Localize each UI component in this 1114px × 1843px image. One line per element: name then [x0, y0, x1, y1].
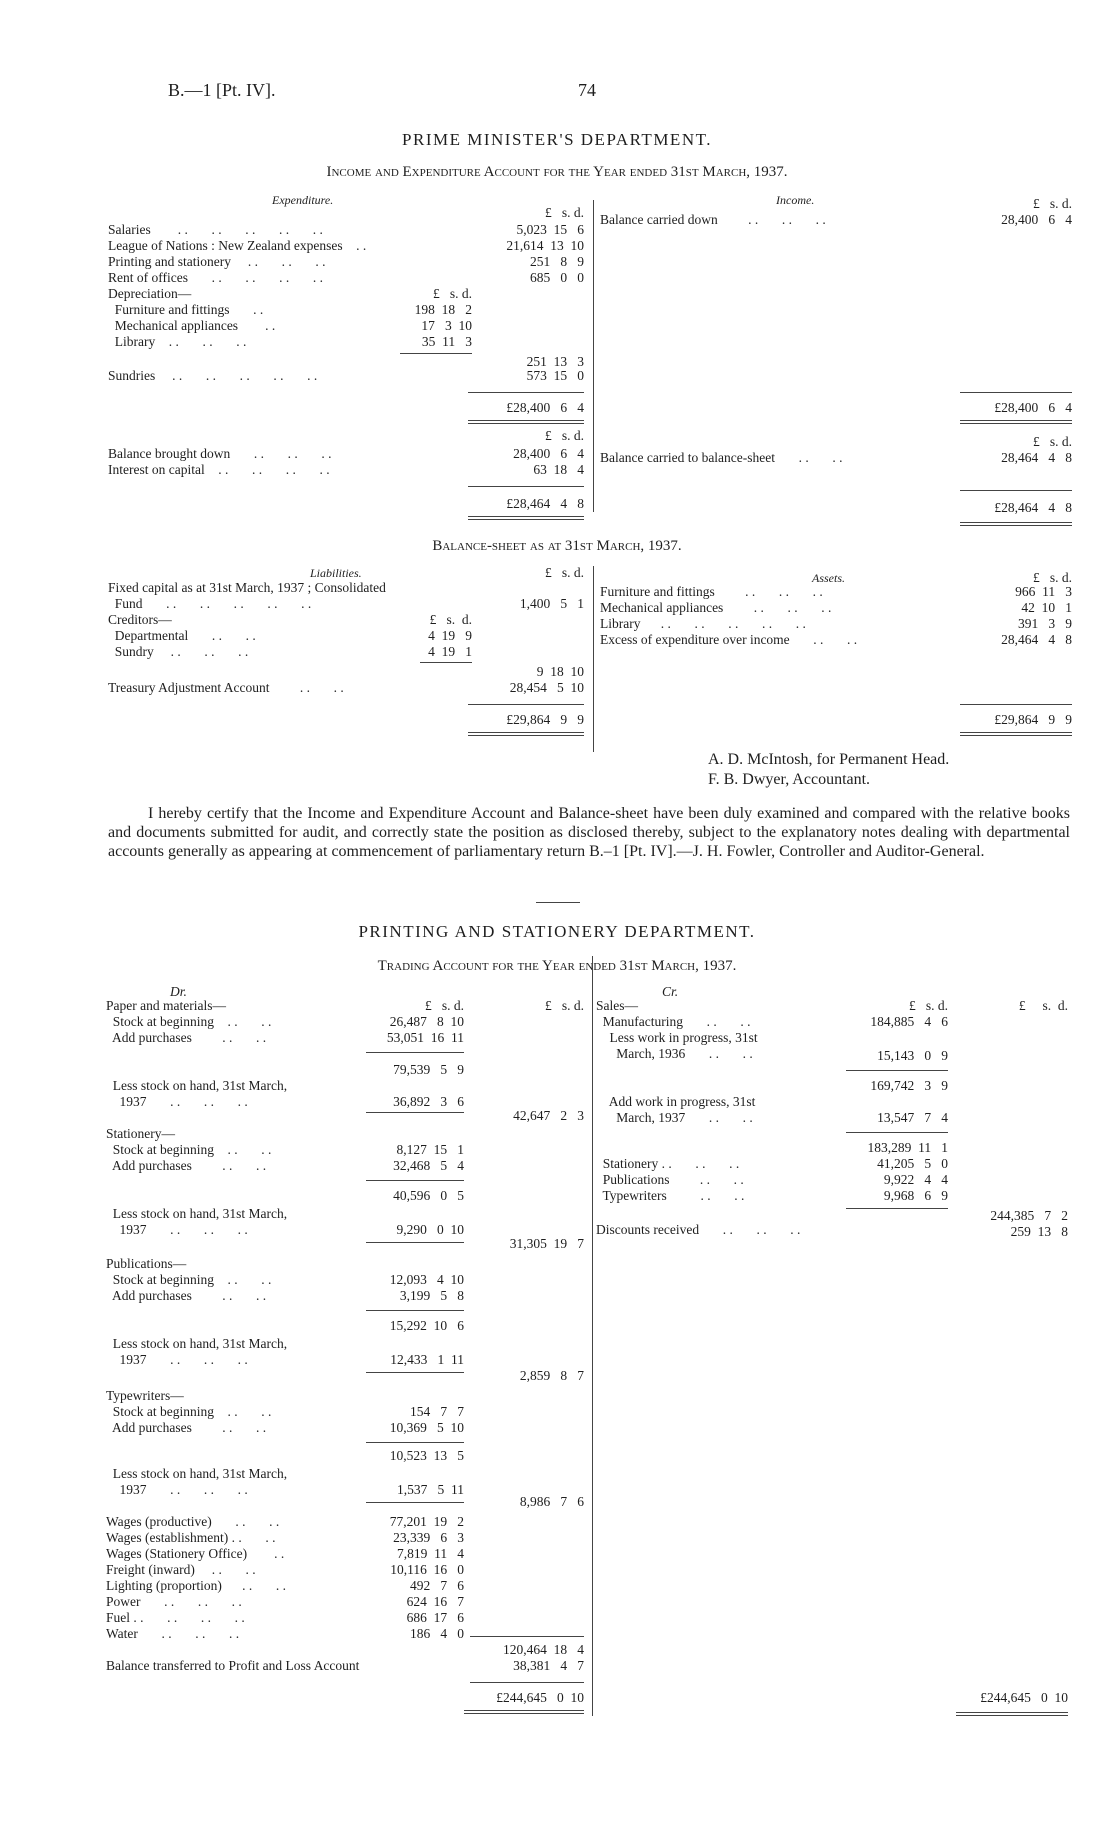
rule: [960, 704, 1072, 705]
stat-stock-begin-amt: 8,127 15 1: [396, 1142, 464, 1157]
cr-publications: Publications . . . .: [596, 1172, 744, 1187]
amt-departmental: 4 19 9: [428, 628, 472, 643]
cr-heading: Cr.: [662, 984, 679, 999]
sales-label: Sales—: [596, 998, 638, 1013]
pm-ie-divider: [593, 200, 594, 512]
rule: [470, 1682, 584, 1683]
fixed-capital-line2: Fund . . . . . . . . . .: [108, 596, 312, 611]
rule: [366, 1442, 464, 1443]
paper-less-1: Less stock on hand, 31st March,: [106, 1078, 288, 1093]
less-wip-2: March, 1936 . . . .: [596, 1046, 753, 1061]
wages-productive: Wages (productive) . . . .: [106, 1514, 280, 1529]
rule: [468, 704, 584, 705]
typewriters-label: Typewriters—: [106, 1388, 184, 1403]
liab-total: £29,864 9 9: [506, 712, 584, 727]
ps-currency-3: £ s. d.: [908, 998, 948, 1013]
rule: [468, 486, 584, 487]
expenditure-heading: Expenditure.: [272, 193, 334, 207]
rule: [960, 392, 1072, 393]
amt-asset-library: 391 3 9: [1018, 616, 1072, 631]
right-total-2: £28,464 4 8: [994, 500, 1072, 515]
row-printing: Printing and stationery . . . . . .: [108, 254, 326, 269]
dr-total: £244,645 0 10: [496, 1690, 584, 1705]
type-subtotal: 10,523 13 5: [389, 1448, 464, 1463]
fuel: Fuel . . . . . . . .: [106, 1610, 245, 1625]
water-amt: 186 4 0: [410, 1626, 464, 1641]
pub-stock-begin: Stock at beginning . . . .: [106, 1272, 272, 1287]
after-less-amt: 169,742 3 9: [870, 1078, 948, 1093]
lighting-amt: 492 7 6: [410, 1578, 464, 1593]
row-salaries: Salaries . . . . . . . . . .: [108, 222, 323, 237]
rule: [960, 420, 1072, 424]
rule: [468, 732, 584, 736]
ps-ta-title: Trading Account for the Year ended 31st March, 1937.: [377, 958, 737, 974]
liabilities-heading: Liabilities.: [310, 566, 362, 580]
rule: [366, 1310, 464, 1311]
rule: [960, 490, 1072, 491]
row-dep-library: Library . . . . . .: [108, 334, 247, 349]
bal-transferred-label: Balance transferred to Profit and Loss Account: [106, 1658, 360, 1673]
asset-mechanical: Mechanical appliances . . . . . .: [600, 600, 832, 615]
rule: [846, 1132, 948, 1133]
stat-less-amt: 9,290 0 10: [396, 1222, 464, 1237]
paper-less-amt: 36,892 3 6: [393, 1094, 464, 1109]
rule: [366, 1502, 464, 1503]
wages-stationery-office-amt: 7,819 11 4: [397, 1546, 464, 1561]
bs-divider: [593, 566, 594, 752]
dep-currency-header: £ s. d.: [432, 286, 472, 301]
paper-stock-begin: Stock at beginning . . . .: [106, 1014, 272, 1029]
cr-total: £244,645 0 10: [980, 1690, 1068, 1705]
row-sundry: Sundry . . . . . .: [108, 644, 249, 659]
wages-establishment: Wages (establishment) . . . .: [106, 1530, 276, 1545]
rule: [468, 516, 584, 520]
publications-label: Publications—: [106, 1256, 187, 1271]
amt-league: 21,614 13 10: [506, 238, 584, 253]
row-league: League of Nations : New Zealand expenses . .: [108, 238, 367, 253]
stat-net: 31,305 19 7: [509, 1236, 584, 1251]
rule: [366, 1052, 464, 1053]
assets-heading: Assets.: [812, 571, 845, 585]
paper-less-2: 1937 . . . . . .: [106, 1094, 248, 1109]
rule: [956, 1712, 1068, 1716]
stat-add-purchases-amt: 32,468 5 4: [393, 1158, 464, 1173]
paper-net: 42,647 2 3: [513, 1108, 584, 1123]
wages-stationery-office: Wages (Stationery Office) . .: [106, 1546, 285, 1561]
ps-currency-2: £ s. d.: [544, 998, 584, 1013]
amt-dep-mechanical: 17 3 10: [421, 318, 472, 333]
asset-excess: Excess of expenditure over income . . . .: [600, 632, 858, 647]
amt-salaries: 5,023 15 6: [516, 222, 584, 237]
stat-less-1: Less stock on hand, 31st March,: [106, 1206, 288, 1221]
asset-furniture: Furniture and fittings . . . . . .: [600, 584, 823, 599]
rule: [470, 1636, 584, 1637]
audit-certificate: I hereby certify that the Income and Expenditure Account and Balance-sheet have been duly examined and compared with the relative books and documents submitted for audit, and correctly state the position as disclosed thereby, subject to the explanatory notes dealing with departmental accounts generally as appearing at commencement of parliamentary return B.–1 [Pt. IV].—J. H. Fowler, Controller and Auditor-General.: [108, 805, 1070, 860]
stat-stock-begin: Stock at beginning . . . .: [106, 1142, 272, 1157]
amt-fixed-capital: 1,400 5 1: [519, 596, 584, 611]
row-sundries: Sundries . . . . . . . . . .: [108, 368, 318, 383]
currency-header-right-2: £ s. d.: [1032, 434, 1072, 449]
inc-total: £28,400 6 4: [994, 400, 1072, 415]
signature-accountant: F. B. Dwyer, Accountant.: [708, 771, 871, 788]
less-wip-amt: 15,143 0 9: [877, 1048, 948, 1063]
power-amt: 624 16 7: [406, 1594, 464, 1609]
sales-total: 244,385 7 2: [990, 1208, 1068, 1223]
cr-publications-amt: 9,922 4 4: [883, 1172, 948, 1187]
rule: [960, 732, 1072, 736]
bs-currency-left: £ s. d.: [544, 565, 584, 580]
section-divider: [536, 902, 580, 903]
row-rent: Rent of offices . . . . . . . .: [108, 270, 323, 285]
water: Water . . . . . .: [106, 1626, 240, 1641]
stat-add-purchases: Add purchases . . . .: [106, 1158, 267, 1173]
rule: [366, 1180, 464, 1181]
fixed-capital-line1: Fixed capital as at 31st March, 1937 ; Consolidated: [108, 580, 386, 595]
freight-inward-amt: 10,116 16 0: [390, 1562, 464, 1577]
paper-label: Paper and materials—: [106, 998, 226, 1013]
amt-balance-cd: 28,400 6 4: [1001, 212, 1072, 227]
asset-library: Library . . . . . . . . . .: [600, 616, 806, 631]
amt-bal-bs: 28,464 4 8: [1001, 450, 1072, 465]
ps-title: PRINTING AND STATIONERY DEPARTMENT.: [358, 922, 756, 941]
amt-treasury: 28,454 5 10: [509, 680, 584, 695]
rule: [366, 1372, 464, 1373]
manufacturing-amt: 184,885 4 6: [870, 1014, 948, 1029]
type-net: 8,986 7 6: [519, 1494, 584, 1509]
currency-header-left-2: £ s. d.: [544, 428, 584, 443]
row-dep-mechanical: Mechanical appliances . .: [108, 318, 276, 333]
rule: [464, 1710, 584, 1714]
rule: [420, 662, 472, 663]
power: Power . . . . . .: [106, 1594, 242, 1609]
type-stock-begin-amt: 154 7 7: [410, 1404, 464, 1419]
amt-dep-furniture: 198 18 2: [414, 302, 472, 317]
row-departmental: Departmental . . . .: [108, 628, 256, 643]
pm-title: PRIME MINISTER'S DEPARTMENT.: [402, 130, 712, 149]
row-dep-furniture: Furniture and fittings . .: [108, 302, 264, 317]
rule: [960, 522, 1072, 526]
currency-header-right: £ s. d.: [1032, 196, 1072, 211]
ps-currency-4: £ s. d.: [1018, 998, 1068, 1013]
type-less-amt: 1,537 5 11: [397, 1482, 464, 1497]
wages-establishment-amt: 23,339 6 3: [393, 1530, 464, 1545]
bs-currency-right: £ s. d.: [1032, 570, 1072, 585]
add-wip-1: Add work in progress, 31st: [596, 1094, 756, 1109]
amt-sundry: 4 19 1: [428, 644, 472, 659]
type-less-2: 1937 . . . . . .: [106, 1482, 248, 1497]
row-bal-bs: Balance carried to balance-sheet . . . .: [600, 450, 843, 465]
amt-printing: 251 8 9: [530, 254, 584, 269]
amt-bbd: 28,400 6 4: [513, 446, 584, 461]
row-bbd: Balance brought down . . . . . .: [108, 446, 332, 461]
cr-typewriters-amt: 9,968 6 9: [883, 1188, 948, 1203]
ps-currency-1: £ s. d.: [424, 998, 464, 1013]
freight-inward: Freight (inward) . . . .: [106, 1562, 256, 1577]
page-number: 74: [578, 80, 596, 100]
wages-productive-amt: 77,201 19 2: [389, 1514, 464, 1529]
creditors-label: Creditors—: [108, 612, 172, 627]
paper-add-purchases: Add purchases . . . .: [106, 1030, 267, 1045]
amt-interest: 63 18 4: [533, 462, 584, 477]
assets-total: £29,864 9 9: [994, 712, 1072, 727]
rule: [846, 1070, 948, 1071]
currency-header-left: £ s. d.: [544, 205, 584, 220]
less-wip-1: Less work in progress, 31st: [596, 1030, 758, 1045]
pub-stock-begin-amt: 12,093 4 10: [389, 1272, 464, 1287]
manufacturing-label: Manufacturing . . . .: [596, 1014, 751, 1029]
cr-typewriters: Typewriters . . . .: [596, 1188, 745, 1203]
pub-less-2: 1937 . . . . . .: [106, 1352, 248, 1367]
amt-dep-library: 35 11 3: [421, 334, 472, 349]
page-ref: B.—1 [Pt. IV].: [168, 80, 276, 100]
amt-sundries: 573 15 0: [526, 368, 584, 383]
pub-net: 2,859 8 7: [519, 1368, 584, 1383]
bs-title: Balance-sheet as at 31st March, 1937.: [432, 538, 682, 554]
ps-divider: [592, 956, 593, 1716]
creditors-currency: £ s. d.: [429, 612, 472, 627]
signature-head: A. D. McIntosh, for Permanent Head.: [708, 751, 950, 768]
income-heading: Income.: [776, 193, 815, 207]
pub-subtotal: 15,292 10 6: [389, 1318, 464, 1333]
stat-less-2: 1937 . . . . . .: [106, 1222, 248, 1237]
amt-cred-total: 9 18 10: [536, 664, 584, 679]
amt-asset-furniture: 966 11 3: [1015, 584, 1072, 599]
type-add-purchases: Add purchases . . . .: [106, 1420, 267, 1435]
stationery-label: Stationery—: [106, 1126, 175, 1141]
row-depreciation: Depreciation—: [108, 286, 192, 301]
type-less-1: Less stock on hand, 31st March,: [106, 1466, 288, 1481]
pub-add-purchases: Add purchases . . . .: [106, 1288, 267, 1303]
paper-add-purchases-amt: 53,051 16 11: [386, 1030, 464, 1045]
discounts-amt: 259 13 8: [1010, 1224, 1068, 1239]
pub-add-purchases-amt: 3,199 5 8: [399, 1288, 464, 1303]
dr-heading: Dr.: [170, 984, 187, 999]
ps-subtotal: 120,464 18 4: [503, 1642, 584, 1657]
pm-ie-title: Income and Expenditure Account for the Year ended 31st March, 1937.: [326, 164, 788, 180]
lighting: Lighting (proportion) . . . .: [106, 1578, 286, 1593]
row-balance-cd: Balance carried down . . . . . .: [600, 212, 826, 227]
rule: [846, 1208, 948, 1209]
type-stock-begin: Stock at beginning . . . .: [106, 1404, 272, 1419]
row-treasury: Treasury Adjustment Account . . . .: [108, 680, 344, 695]
amt-asset-mechanical: 42 10 1: [1021, 600, 1072, 615]
cr-stationery: Stationery . . . . . .: [596, 1156, 740, 1171]
discounts-label: Discounts received . . . . . .: [596, 1222, 801, 1237]
rule: [468, 392, 584, 393]
left-total-2: £28,464 4 8: [506, 496, 584, 511]
add-wip-amt: 13,547 7 4: [877, 1110, 948, 1125]
add-wip-2: March, 1937 . . . .: [596, 1110, 753, 1125]
amt-rent: 685 0 0: [530, 270, 584, 285]
amt-dep-total: 251 13 3: [526, 354, 584, 369]
paper-stock-begin-amt: 26,487 8 10: [389, 1014, 464, 1029]
bal-transferred-amt: 38,381 4 7: [513, 1658, 584, 1673]
paper-subtotal: 79,539 5 9: [393, 1062, 464, 1077]
exp-total: £28,400 6 4: [506, 400, 584, 415]
type-add-purchases-amt: 10,369 5 10: [389, 1420, 464, 1435]
rule: [366, 1242, 464, 1243]
pub-less-1: Less stock on hand, 31st March,: [106, 1336, 288, 1351]
rule: [468, 420, 584, 424]
fuel-amt: 686 17 6: [406, 1610, 464, 1625]
rule: [366, 1112, 464, 1113]
after-add-amt: 183,289 11 1: [867, 1140, 948, 1155]
stat-subtotal: 40,596 0 5: [393, 1188, 464, 1203]
row-interest: Interest on capital . . . . . . . .: [108, 462, 330, 477]
amt-asset-excess: 28,464 4 8: [1001, 632, 1072, 647]
cr-stationery-amt: 41,205 5 0: [877, 1156, 948, 1171]
pub-less-amt: 12,433 1 11: [390, 1352, 464, 1367]
